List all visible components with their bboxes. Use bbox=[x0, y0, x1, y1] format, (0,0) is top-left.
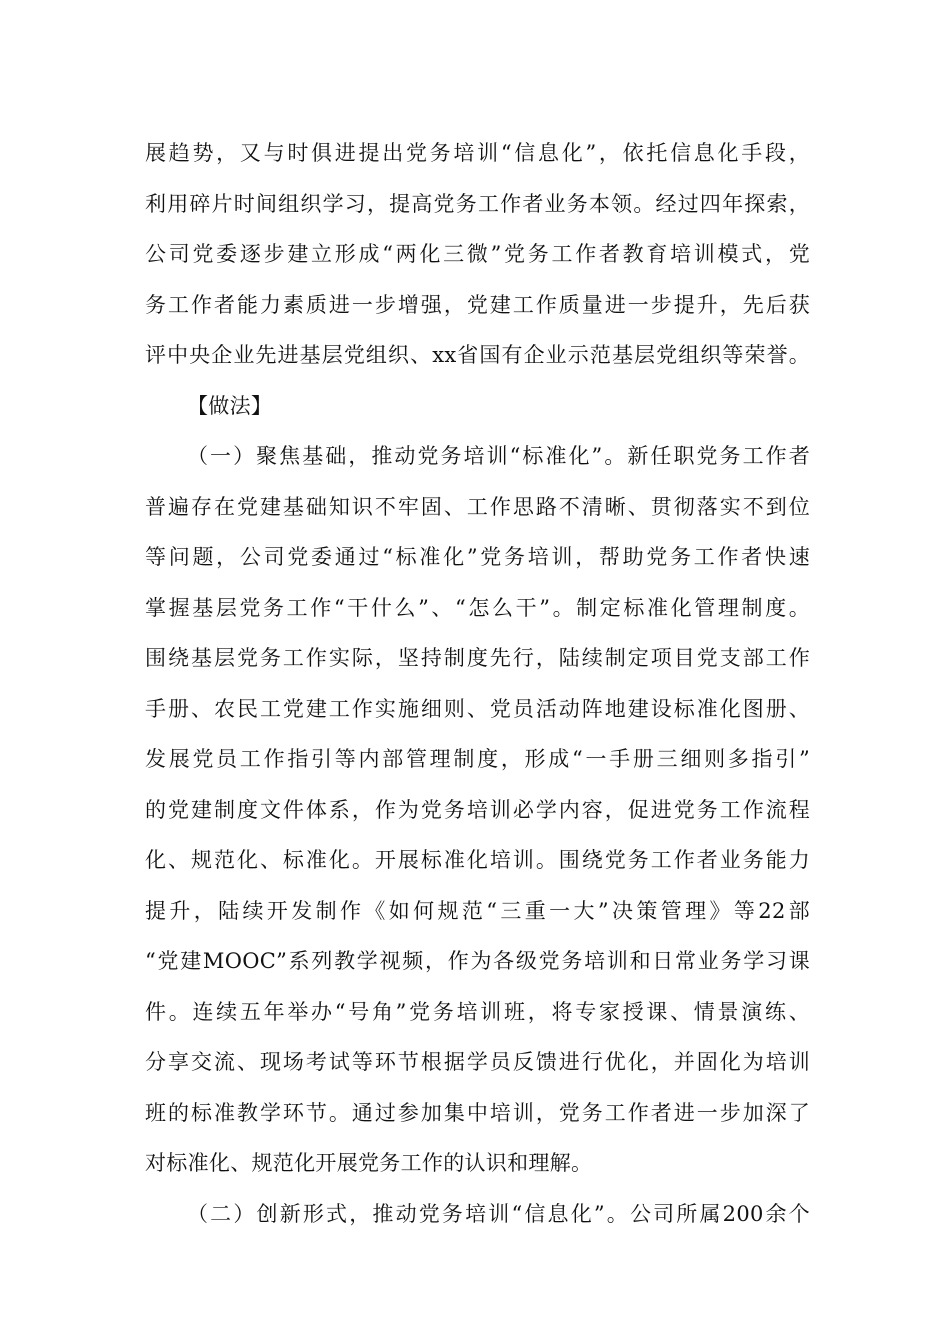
paragraph-line: 提升，陆续开发制作《如何规范“三重一大”决策管理》等22部 bbox=[145, 898, 810, 923]
paragraph-line: 围绕基层党务工作实际，坚持制度先行，陆续制定项目党支部工作 bbox=[145, 646, 810, 670]
paragraph-line: 掌握基层党务工作“干什么”、“怎么干”。制定标准化管理制度。 bbox=[145, 595, 810, 620]
paragraph-line: 班的标准教学环节。通过参加集中培训，党务工作者进一步加深了 bbox=[145, 1100, 810, 1125]
section-heading: 【做法】 bbox=[187, 393, 273, 418]
paragraph-line: 化、规范化、标准化。开展标准化培训。围绕党务工作者业务能力 bbox=[145, 848, 810, 872]
paragraph-line: 展趋势，又与时俱进提出党务培训“信息化”，依托信息化手段， bbox=[145, 141, 810, 165]
paragraph-line: 发展党员工作指引等内部管理制度，形成“一手册三细则多指引” bbox=[145, 747, 810, 771]
paragraph-line: 的党建制度文件体系，作为党务培训必学内容，促进党务工作流程 bbox=[145, 797, 810, 822]
paragraph-line: （二）创新形式，推动党务培训“信息化”。公司所属200余个 bbox=[187, 1201, 810, 1226]
paragraph-line: 公司党委逐步建立形成“两化三微”党务工作者教育培训模式，党 bbox=[145, 242, 810, 266]
paragraph-line: 件。连续五年举办“号角”党务培训班，将专家授课、情景演练、 bbox=[145, 999, 810, 1024]
paragraph-line: 利用碎片时间组织学习，提高党务工作者业务本领。经过四年探索， bbox=[145, 191, 810, 216]
paragraph-line: 评中央企业先进基层党组织、xx省国有企业示范基层党组织等荣誉。 bbox=[145, 343, 810, 367]
paragraph-line: 务工作者能力素质进一步增强，党建工作质量进一步提升，先后获 bbox=[145, 292, 810, 317]
paragraph-line: 分享交流、现场考试等环节根据学员反馈进行优化，并固化为培训 bbox=[145, 1050, 810, 1074]
paragraph-line: 等问题，公司党委通过“标准化”党务培训，帮助党务工作者快速 bbox=[145, 545, 810, 569]
paragraph-line: （一）聚焦基础，推动党务培训“标准化”。新任职党务工作者 bbox=[187, 444, 810, 468]
paragraph-line: “党建MOOC”系列教学视频，作为各级党务培训和日常业务学习课 bbox=[145, 949, 810, 973]
paragraph-line: 手册、农民工党建工作实施细则、党员活动阵地建设标准化图册、 bbox=[145, 696, 810, 721]
paragraph-line: 普遍存在党建基础知识不牢固、工作思路不清晰、贯彻落实不到位 bbox=[145, 494, 810, 519]
document-body bbox=[145, 128, 810, 1239]
paragraph-line: 对标准化、规范化开展党务工作的认识和理解。 bbox=[145, 1151, 593, 1175]
